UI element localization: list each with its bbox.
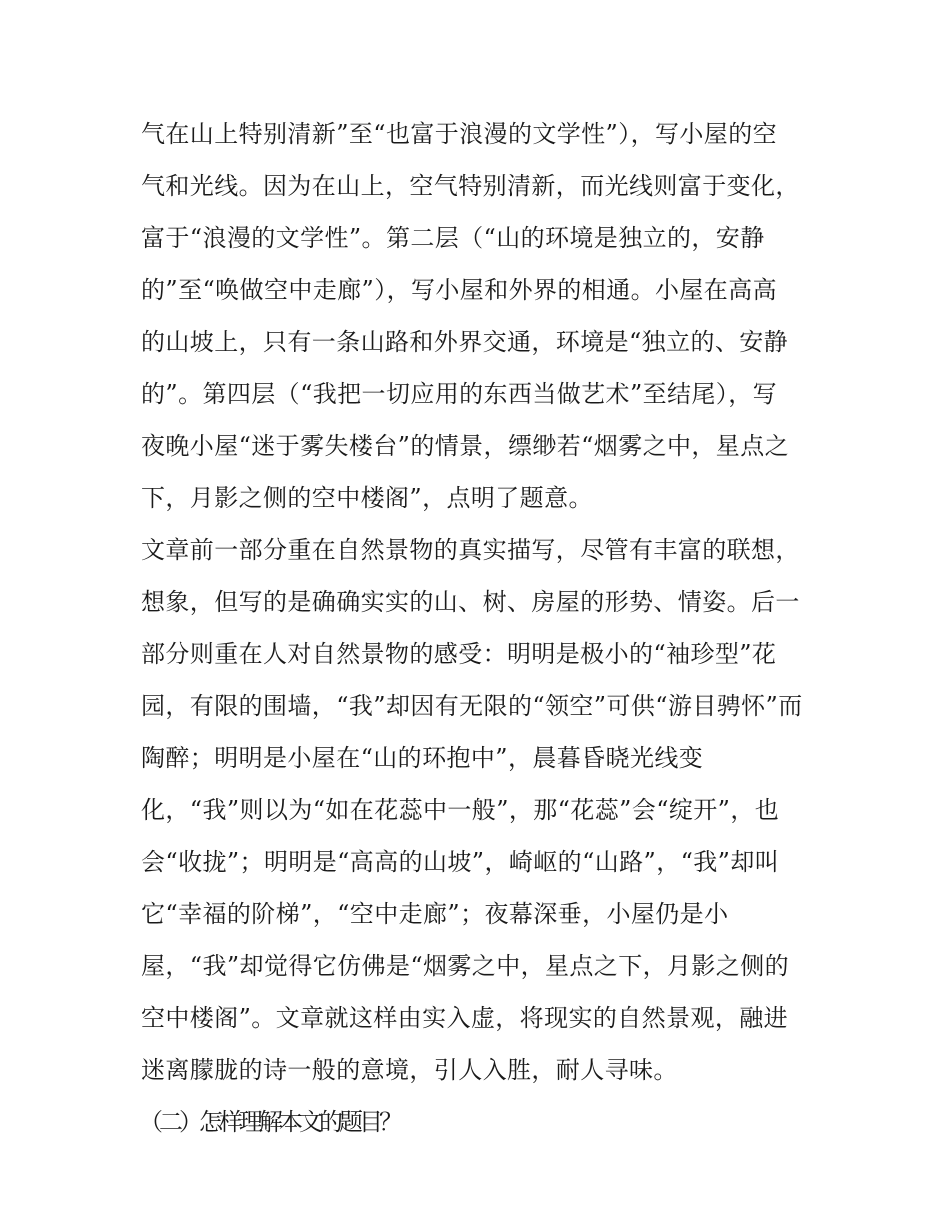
text-line: 空中楼阁”。文章就这样由实入虚，将现实的自然景观，融进 (141, 1004, 789, 1032)
text-line: 下，月影之侧的空中楼阁”，点明了题意。 (141, 484, 593, 512)
body-text (141, 108, 821, 1148)
text-line: 气在山上特别清新”至“也富于浪漫的文学性”），写小屋的空 (141, 120, 778, 148)
text-line: 园，有限的围墙，“我”却因有无限的“领空”可供“游目骋怀”而 (141, 692, 803, 720)
text-line: 气和光线。因为在山上，空气特别清新，而光线则富于变化， (141, 172, 800, 200)
text-line: 屋，“我”却觉得它仿佛是“烟雾之中，星点之下，月影之侧的 (141, 952, 790, 980)
text-line: 它“幸福的阶梯”，“空中走廊”；夜幕深垂，小屋仍是小 (141, 900, 729, 928)
text-line: 陶醉；明明是小屋在“山的环抱中”，晨暮昏晓光线变 (141, 744, 704, 772)
text-line: 夜晚小屋“迷于雾失楼台”的情景，缥缈若“烟雾之中，星点之 (141, 432, 790, 460)
text-line: 的山坡上，只有一条山路和外界交通，环境是“独立的、安静 (141, 328, 789, 356)
text-line: 富于“浪漫的文学性”。第二层（“山的环境是独立的，安静 (141, 224, 765, 252)
section-question: （二）怎样理解本文的题目？ (139, 1108, 399, 1136)
text-line: 的”。第四层（“我把一切应用的东西当做艺术”至结尾），写 (141, 380, 778, 408)
text-line: 化，“我”则以为“如在花蕊中一般”，那“花蕊”会“绽开”，也 (141, 796, 780, 824)
text-line: 部分则重在人对自然景物的感受：明明是极小的“袖珍型”花 (141, 640, 777, 668)
text-line: 会“收拢”；明明是“高高的山坡”，崎岖的“山路”，“我”却叫 (141, 848, 780, 876)
text-line: 迷离朦胧的诗一般的意境，引人入胜，耐人寻味。 (141, 1056, 678, 1084)
text-line: 想象，但写的是确确实实的山、树、房屋的形势、情姿。后一 (141, 588, 800, 616)
text-line: 的”至“唤做空中走廊”），写小屋和外界的相通。小屋在高高 (141, 276, 778, 304)
text-line: 文章前一部分重在自然景物的真实描写，尽管有丰富的联想， (141, 536, 800, 564)
